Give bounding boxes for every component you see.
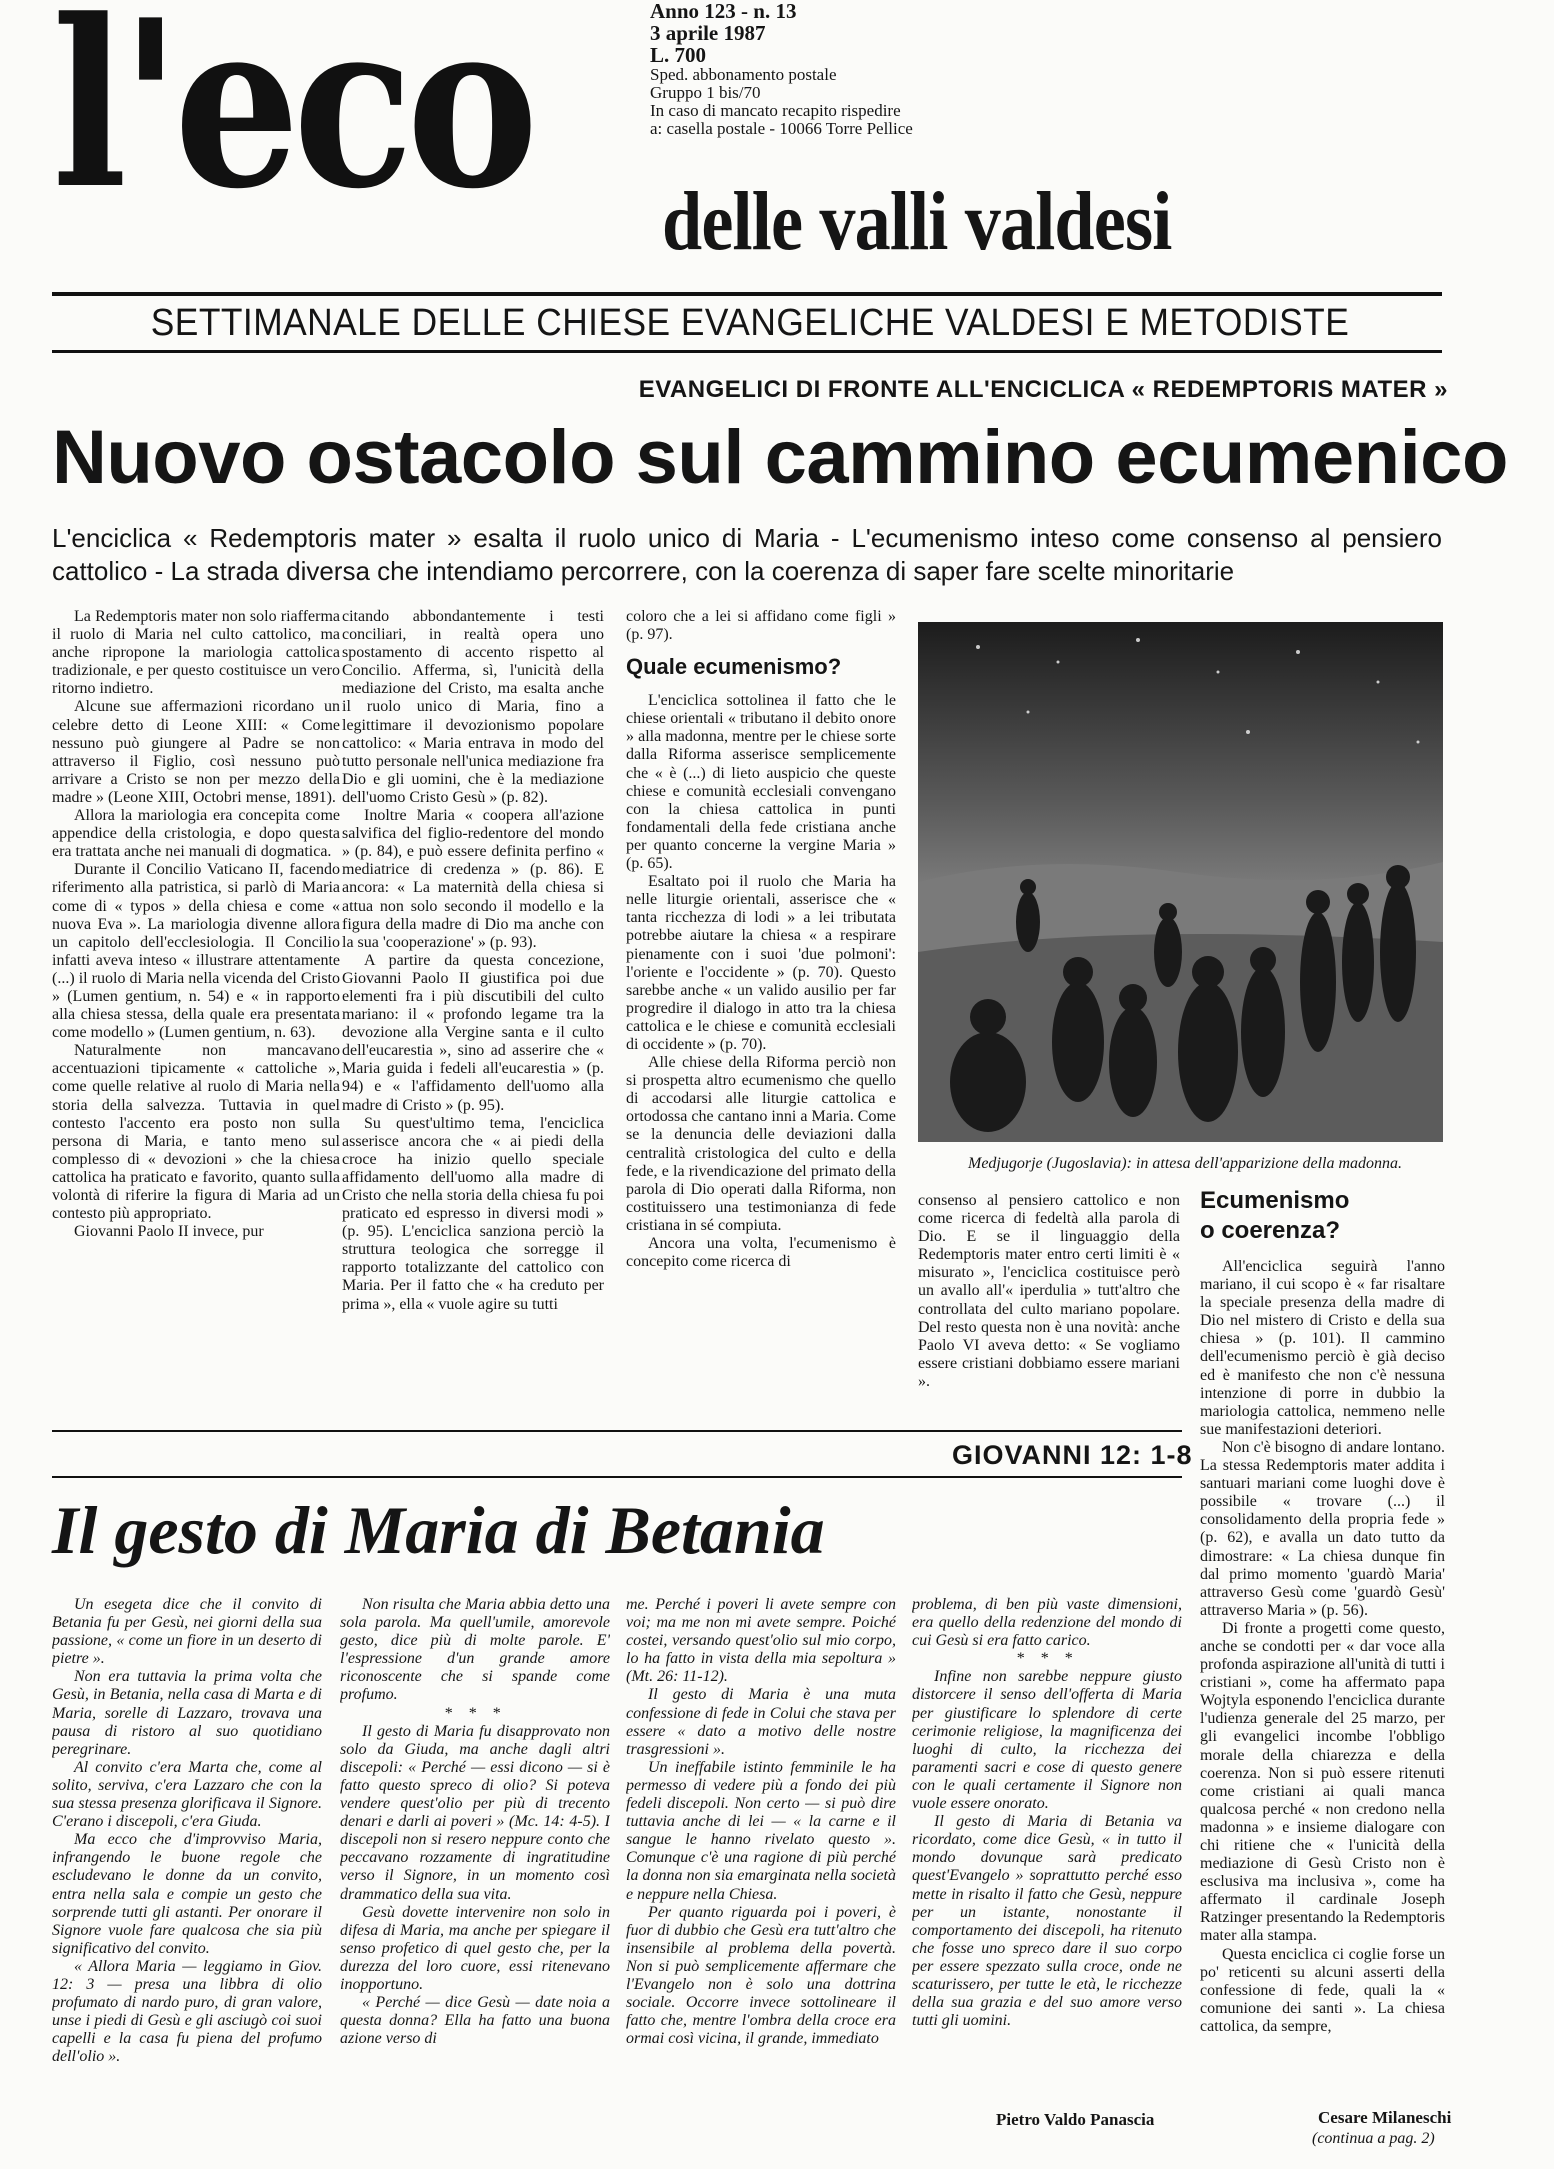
paragraph: Un esegeta dice che il convito di Betania fu per Gesù, nei giorni della sua passione, « come un fiore in un deserto di pietre ». <box>52 1596 322 1668</box>
paragraph: Infine non sarebbe neppure giusto distorcere il senso dell'offerta di Maria per giustificare lo splendore di certe cerimonie religiose, la magnificenza dei luoghi di culto, la ricchezza dei paramenti sacri e cose di questo genere con le quali certamente il Signore non vuole essere onorato. <box>912 1668 1182 1813</box>
continued-note: (continua a pag. 2) <box>1312 2130 1435 2147</box>
paragraph: All'enciclica seguirà l'anno mariano, il cui scopo è « far risaltare la speciale presenza della madre di Dio nel mistero di Cristo e della sua chiesa » (p. 101). Il cammino dell'ecumenismo perciò è già deciso ed è manifesto che non c'è nessuna intenzione di porre in dubbio la mariologia cattolica, nemmeno nelle sue manifestazioni deteriori. <box>1200 1258 1445 1438</box>
section-divider <box>52 1430 1182 1432</box>
paragraph: coloro che a lei si affidano come figli » (p. 97). <box>626 608 896 644</box>
article-column-3 <box>626 608 896 1426</box>
paragraph: Esaltato poi il ruolo che Maria ha nelle liturgie orientali, asserisce che « tanta ricchezza di lodi » a lei tributata potrebbe aiutare la chiesa « a respirare pienamente con i suoi 'due polmoni': l'oriente e l'occidente » (p. 70). Questo sarebbe anche « un valido ausilio per far progredire il dialogo in atto tra la chiesa cattolica e le chiese e comunità ecclesiali di occidente » (p. 70). <box>626 873 896 1053</box>
paragraph: Non era tuttavia la prima volta che Gesù, in Betania, nella casa di Marta e di Maria, sorelle di Lazzaro, trovava una pausa di ristoro al suo quotidiano peregrinare. <box>52 1668 322 1758</box>
photo-medjugorje <box>918 622 1443 1142</box>
paragraph: Di fronte a progetti come questo, anche se condotti per « dar voce alla profonda aspirazione all'unità di tutti i cristiani », come ha affermato papa Wojtyla esponendo l'enciclica durante l'udienza generale del 25 marzo, per gli evangelici incombe l'obbligo morale della chiarezza e della coerenza. Non si può essere ritenuti come cristiani ai quali manca qualcosa perché « non credono nella madonna » e insieme dialogare con chi ritiene che « l'unicità della mediazione di Gesù Cristo non è esclusiva ma inclusiva », come ha affermato il cardinale Joseph Ratzinger presentando la Redemptoris mater alla stampa. <box>1200 1619 1445 1945</box>
article-kicker: EVANGELICI DI FRONTE ALL'ENCICLICA « REDEMPTORIS MATER » <box>638 376 1448 403</box>
author-signature: Cesare Milaneschi <box>1318 2108 1452 2127</box>
paragraph: Il gesto di Maria è una muta confessione di fede in Colui che stava per essere « dato a motivo delle nostre trasgressioni ». <box>626 1686 896 1758</box>
paragraph: Per quanto riguarda poi i poveri, è fuor di dubbio che Gesù era tutt'altro che insensibile al problema della povertà. Non si può semplicemente affermare che l'Evangelo non è solo una dottrina sociale. Occorre invece sottolineare il fatto che, mentre l'ombra della croce era ormai così vicina, il grande, immediato <box>626 1903 896 2048</box>
article2-column-4 <box>912 1596 1182 2096</box>
issue-number: Anno 123 - n. 13 <box>650 0 797 23</box>
article-subhead: L'enciclica « Redemptoris mater » esalta il ruolo unico di Maria - L'ecumenismo inteso come consenso al pensiero cattolico - La strada diversa che intendiamo percorrere, con la coerenza di saper fare scelte minoritarie <box>52 523 1442 586</box>
paragraph: Non c'è bisogno di andare lontano. La stessa Redemptoris mater addita i santuari mariani come luoghi dove è possibile « trovare (...) il consolidamento della propria fede » (p. 62), e avalla un dato tutto da dimostrare: « La chiesa dunque fin dal primo momento 'guardò Maria' attraverso Gesù come 'guardò Gesù' attraverso Maria » (p. 56). <box>1200 1438 1445 1619</box>
masthead-subtitle: delle valli valdesi <box>662 175 1172 268</box>
paragraph: L'enciclica sottolinea il fatto che le chiese orientali « tributano il debito onore » alla madonna, mentre per le chiese sorte dalla Riforma asserisce semplicemente che « è (...) di lieto auspicio che queste chiese e comunità ecclesiali convengano con la chiesa cattolica in punti fondamentali della fede cristiana anche per quanto concerne la vergine Maria » (p. 65). <box>626 692 896 873</box>
article2-column-2 <box>340 1596 610 2136</box>
paragraph: Un ineffabile istinto femminile le ha permesso di vedere più a fondo dei più fedeli discepoli. Non certo — si può dire tuttavia anche di lei — « la carne e il sangue le hanno rivelato questo ». Comunque c'è una ragione di più perché la donna non sia emarginata nella società e neppure nella Chiesa. <box>626 1758 896 1903</box>
paragraph: consenso al pensiero cattolico e non come ricerca di fedeltà alla parola di Dio. E se il linguaggio della Redemptoris mater entro certi limiti è « misurato », l'enciclica costituisce però un avallo all'« iperdulia » tutt'altro che controllata del culto mariano popolare. Del resto questa non è una novità: anche Paolo VI aveva detto: « Se vogliamo essere cristiani dobbiamo essere mariani ». <box>918 1192 1180 1390</box>
postal-line: Gruppo 1 bis/70 <box>650 83 761 102</box>
paragraph: A partire da questa concezione, Giovanni Paolo II giustifica poi due elementi fra i più discutibili del culto mariano: il « profondo legame tra la devozione alla Vergine santa e il culto dell'eucarestia », sino ad asserire che « Maria guida i fedeli all'eucarestia » (p. 94) e « l'affidamento dell'uomo alla madre di Cristo » (p. 95). <box>342 951 604 1114</box>
paragraph: me. Perché i poveri li avete sempre con voi; ma me non mi avete sempre. Poiché costei, versando quest'olio sul mio corpo, lo ha fatto in vista della mia sepoltura » (Mt. 26: 11-12). <box>626 1596 896 1686</box>
article-column-2 <box>342 608 604 1426</box>
photo-caption: Medjugorje (Jugoslavia): in attesa dell'apparizione della madonna. <box>967 1155 1403 1172</box>
photo-image-icon <box>918 622 1443 1142</box>
section-heading-text: Ecumenismo o coerenza? <box>1200 1187 1350 1244</box>
paragraph: problema, di ben più vaste dimensioni, era quello della redenzione del mondo di cui Gesù si era fatto carico. <box>912 1596 1182 1650</box>
paragraph: La Redemptoris mater non solo riafferma il ruolo di Maria nel culto cattolico, ma anche ripropone la mariologia cattolica tradizionale, e per questo costituisce un vero ritorno indietro. <box>52 608 340 698</box>
issue-price: L. 700 <box>650 43 707 67</box>
masthead-logo: l'eco <box>52 0 532 240</box>
issue-info <box>650 0 913 138</box>
separator: * * * <box>444 1704 506 1722</box>
article-column-1 <box>52 608 340 1426</box>
author-signature: Pietro Valdo Panascia <box>996 2110 1155 2129</box>
paragraph: Alle chiese della Riforma perciò non si prospetta altro ecumenismo che quello di accodarsi alle liturgie cattolica e ortodossa che cantano inni a Maria. Come se la denuncia delle deviazioni dalla centralità cristologica del culto e della fede, e la rivendicazione del primato della parola di Dio operati dalla Riforma, non costituissero una testimonianza di fede cristiana in sé compiuta. <box>626 1054 896 1234</box>
paragraph: Naturalmente non mancavano accentuazioni tipicamente « cattoliche », come quelle relative al ruolo di Maria nella storia della salvezza. Tuttavia in quel contesto l'accento era posto non sulla persona di Maria, e tanto meno sul complesso di « devozioni » che la chiesa cattolica ha praticato e favorito, quanto sulla volontà di riferire la figura di Maria ad un contesto più appropriato. <box>52 1042 340 1223</box>
paragraph: Durante il Concilio Vaticano II, facendo riferimento alla patristica, si parlò di Maria come di « typos » della chiesa e come « nuova Eva ». La mariologia divenne allora un capitolo dell'ecclesiologia. Il Concilio infatti aveva inteso « illustrare attentamente (...) il ruolo di Maria nella vicenda del Cristo » (Lumen gentium, n. 54) e « in rapporto alla chiesa stessa, della quale era presentata come modello » (Lumen gentium, n. 63). <box>52 861 340 1042</box>
article-column-5 <box>1200 1258 1445 2090</box>
bible-reference: GIOVANNI 12: 1-8 <box>952 1440 1193 1470</box>
article2-column-3 <box>626 1596 896 2136</box>
paragraph: Il gesto di Maria fu disapprovato non solo da Giuda, ma anche dagli altri discepoli: « Perché — essi dicono — si è fatto questo spreco di olio? Si poteva vendere quest'olio per più di trecento denari e darli ai poveri » (Mc. 14: 4-5). I discepoli non si resero neppure conto che peccavano rozzamente di ingratitudine verso il Signore, in un momento così drammatico della sua vita. <box>340 1722 610 1903</box>
issue-date: 3 aprile 1987 <box>650 21 766 45</box>
paragraph: Inoltre Maria « coopera all'azione salvifica del figlio-redentore del mondo » (p. 84), e può essere definita perfino « mediatrice di credenza » (p. 86). E ancora: « La maternità della chiesa si attua non solo secondo il modello e la figura della madre di Dio ma anche con la sua 'cooperazione' » (p. 93). <box>342 807 604 951</box>
paragraph: Non risulta che Maria abbia detto una sola parola. Ma quell'umile, amorevole gesto, dice più di molte parole. E' l'espressione d'un grande amore riconoscente che si spande come profumo. <box>340 1596 610 1704</box>
article2-headline: Il gesto di Maria di Betania <box>52 1492 825 1568</box>
paragraph: « Perché — dice Gesù — date noia a questa donna? Ella ha fatto una buona azione verso di <box>340 1994 610 2048</box>
postal-line: a: casella postale - 10066 Torre Pellice <box>650 119 913 138</box>
section-heading <box>1200 1186 1370 1246</box>
paragraph: Ancora una volta, l'ecumenismo è concepito come ricerca di <box>626 1235 896 1271</box>
article2-column-1 <box>52 1596 322 2136</box>
paragraph: citando abbondantemente i testi conciliari, in realtà opera uno spostamento di accento rispetto al Concilio. Afferma, sì, l'unicità della mediazione del Cristo, ma esalta anche il ruolo unico di Maria, fino a legittimare il devozionismo popolare cattolico: « Maria entrava in modo del tutto personale nell'unica mediazione fra Dio e gli uomini, che è la mediazione dell'uomo Cristo Gesù » (p. 82). <box>342 608 604 806</box>
postal-line: Sped. abbonamento postale <box>650 65 837 84</box>
paragraph: Questa enciclica ci coglie forse un po' reticenti su alcuni asserti della confessione di fede, quali la « comunione dei santi ». La chiesa cattolica, da sempre, <box>1200 1945 1445 2035</box>
paragraph: « Allora Maria — leggiamo in Giov. 12: 3 — presa una libbra di olio profumato di nardo puro, di gran valore, unse i piedi di Gesù e gli asciugò coi suoi capelli e la casa fu piena del profumo dell'olio ». <box>52 1957 322 2066</box>
paragraph: Su quest'ultimo tema, l'enciclica asserisce ancora che « ai piedi della croce ha inizio quello speciale affidamento dell'uomo alla madre di Cristo che nella storia della chiesa fu poi praticato ed espresso in diversi modi » (p. 95). L'enciclica sanziona perciò la struttura teologica che sorregge il rapporto totalizzante del cattolico con Maria. Per il fatto che « ha creduto per prima », ella « vuole agire su tutti <box>342 1114 604 1313</box>
article-headline: Nuovo ostacolo sul cammino ecumenico <box>52 415 1508 500</box>
paragraph: Il gesto di Maria di Betania va ricordato, come dice Gesù, « in tutto il mondo dovunque sarà predicato quest'Evangelo » soprattutto perché esso mette in risalto il fatto che Gesù, neppure per un istante, nonostante il comportamento dei discepoli, ha ritenuto che fosse uno spreco dare il suo corpo per essere spezzato sulla croce, onde ne scaturissero, per tutte le età, le ricchezze della sua grazia e del suo amore verso tutti gli uomini. <box>912 1813 1182 2030</box>
paragraph: Allora la mariologia era concepita come appendice della cristologia, e dopo questa era trattata anche nei manuali di dogmatica. <box>52 807 340 861</box>
separator: * * * <box>1016 1650 1078 1668</box>
masthead-tagline: SETTIMANALE DELLE CHIESE EVANGELICHE VALDESI E METODISTE <box>150 302 1350 344</box>
paragraph: Ma ecco che d'improvviso Maria, infrangendo le buone regole che escludevano le donne da un convito, entra nella sala e compie un gesto che sorprende tutti gli astanti. Per onorare il Signore vuole fare qualcosa che sia più significativo del convito. <box>52 1831 322 1957</box>
paragraph: Gesù dovette intervenire non solo in difesa di Maria, ma anche per spiegare il senso profetico di quel gesto che, per la durezza del loro cuore, essi ritenevano inopportuno. <box>340 1903 610 1993</box>
tagline-rule <box>52 350 1442 353</box>
section-heading: Quale ecumenismo? <box>626 654 842 680</box>
section-divider <box>52 1476 1182 1478</box>
paragraph: Giovanni Paolo II invece, pur <box>74 1223 264 1241</box>
masthead-rule <box>52 292 1442 296</box>
paragraph: Al convito c'era Marta che, come al solito, serviva, c'era Lazzaro che con la sua stessa presenza glorificava il Signore. C'erano i discepoli, c'era Giuda. <box>52 1758 322 1831</box>
postal-line: In caso di mancato recapito rispedire <box>650 101 901 120</box>
article-column-4 <box>918 1192 1180 1422</box>
paragraph: Alcune sue affermazioni ricordano un celebre detto di Leone XIII: « Come nessuno può giungere al Padre se non attraverso il Figlio, così nessuno può arrivare a Cristo se non per mezzo della madre » (Leone XIII, Octobri mense, 1891). <box>52 698 340 806</box>
